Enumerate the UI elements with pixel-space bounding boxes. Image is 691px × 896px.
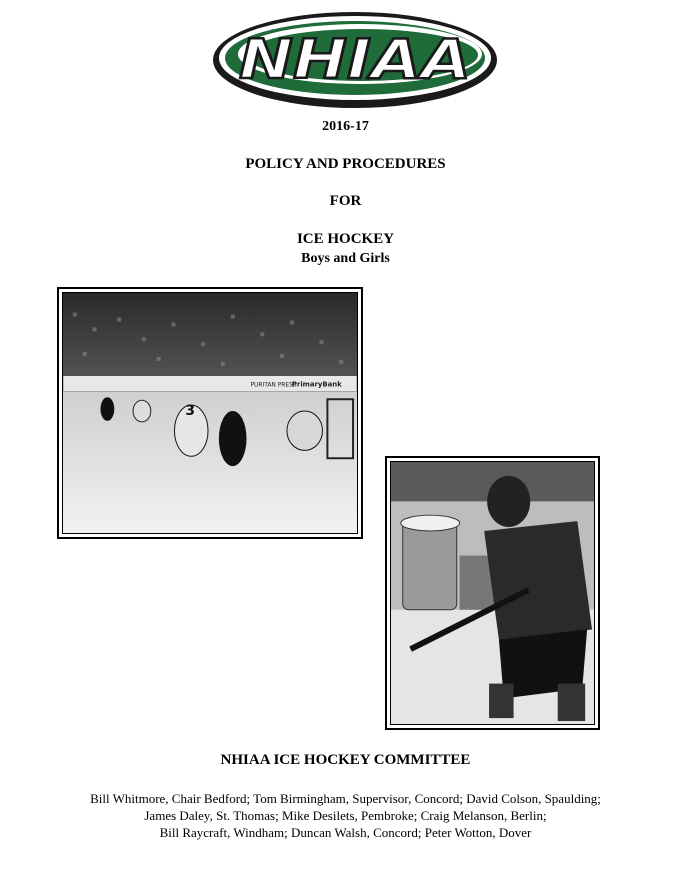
game-action-photo [57, 287, 363, 539]
members-line-3: Bill Raycraft, Windham; Duncan Walsh, Concord; Peter Wotton, Dover [159, 825, 532, 840]
rink-ad-primarybank: PrimaryBank [291, 380, 342, 389]
sport-title: ICE HOCKEY [296, 231, 395, 247]
members-line-2: James Daley, St. Thomas; Mike Desilets, Pembroke; Craig Melanson, Berlin; [144, 808, 547, 823]
members-line-1: Bill Whitmore, Chair Bedford; Tom Birmingham, Supervisor, Concord; David Colson, Spaulding; [90, 791, 601, 806]
committee-members [40, 790, 651, 841]
logo-text: NHIAA [239, 28, 471, 91]
committee-title: NHIAA ICE HOCKEY COMMITTEE [220, 752, 471, 768]
rink-ad-puritan: PURITAN PRESS [250, 382, 297, 389]
player-number: 3 [185, 402, 195, 419]
for-label: FOR [329, 193, 362, 209]
season-year: 2016-17 [322, 119, 369, 134]
nhiaa-logo [210, 8, 500, 112]
document-title: POLICY AND PROCEDURES [245, 156, 446, 172]
player-photo [385, 456, 600, 730]
sport-subtitle: Boys and Girls [301, 251, 390, 266]
